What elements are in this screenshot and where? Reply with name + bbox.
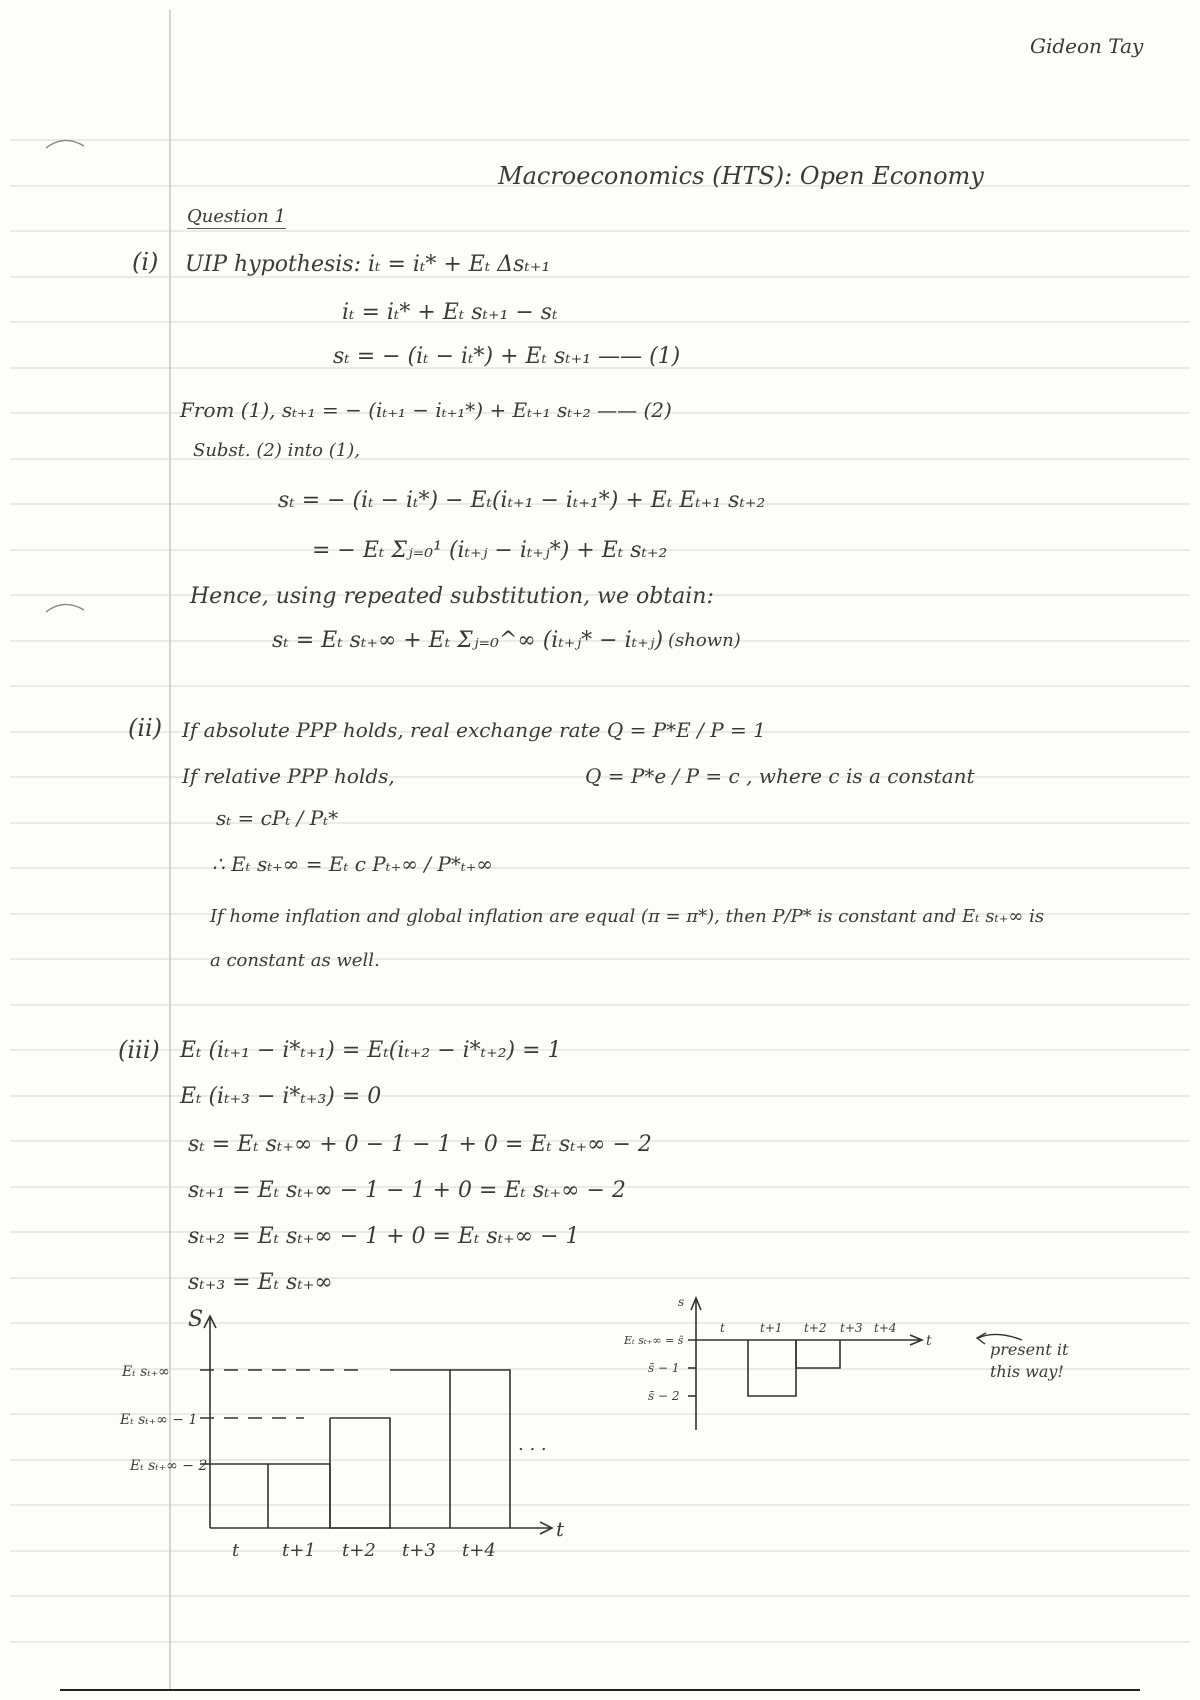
side-note: present it (990, 1340, 1069, 1359)
derivation-line: = − Eₜ Σⱼ₌₀¹ (iₜ₊ⱼ − iₜ₊ⱼ*) + Eₜ sₜ₊₂ (312, 538, 668, 563)
side-note: this way! (990, 1362, 1064, 1381)
derivation-line: Subst. (2) into (1), (193, 440, 360, 461)
ppp-line: If absolute PPP holds, real exchange rate Q = P*E / P = 1 (182, 718, 766, 742)
author-name: Gideon Tay (1030, 34, 1144, 58)
continuation-dots: . . . (518, 1434, 547, 1455)
axis-label-s: S (188, 1307, 204, 1332)
y-tick-label: s̄ − 1 (648, 1361, 680, 1375)
expectation-line: sₜ₊₂ = Eₜ sₜ₊∞ − 1 + 0 = Eₜ sₜ₊∞ − 1 (188, 1224, 580, 1249)
x-tick-label: t+1 (760, 1321, 783, 1335)
y-tick-label: Eₜ sₜ₊∞ − 2 (130, 1458, 208, 1474)
ppp-line: If home inflation and global inflation are equal (π = π*), then P/P* is constant and Eₜ sₜ₊∞ is (210, 906, 1045, 927)
ppp-line: Q = P*e / P = c , where c is a constant (585, 764, 975, 788)
x-tick-label: t+4 (874, 1321, 897, 1335)
derivation-line: sₜ = − (iₜ − iₜ*) − Eₜ(iₜ₊₁ − iₜ₊₁*) + Eₜ Eₜ₊₁ sₜ₊₂ (278, 488, 766, 513)
shown-remark: (shown) (668, 630, 741, 651)
x-tick-label: t+3 (840, 1321, 863, 1335)
ppp-line: a constant as well. (210, 950, 380, 971)
y-tick-label: Eₜ sₜ₊∞ = s̄ (624, 1334, 684, 1347)
y-tick-label: Eₜ sₜ₊∞ (122, 1364, 170, 1380)
ppp-line: sₜ = cPₜ / Pₜ* (216, 806, 339, 830)
page-title: Macroeconomics (HTS): Open Economy (498, 162, 984, 190)
x-tick-label: t (232, 1540, 240, 1561)
x-tick-label: t+3 (402, 1540, 436, 1561)
x-tick-label: t+4 (462, 1540, 496, 1561)
x-tick-label: t (720, 1321, 725, 1335)
derivation-line: iₜ = iₜ* + Eₜ sₜ₊₁ − sₜ (342, 300, 558, 325)
ppp-line: ∴ Eₜ sₜ₊∞ = Eₜ c Pₜ₊∞ / P*ₜ₊∞ (212, 852, 493, 876)
derivation-line: sₜ = Eₜ sₜ₊∞ + Eₜ Σⱼ₌₀^∞ (iₜ₊ⱼ* − iₜ₊ⱼ) (272, 628, 664, 653)
x-tick-label: t+2 (804, 1321, 827, 1335)
part-label: (iii) (118, 1036, 160, 1064)
expectation-line: Eₜ (iₜ₊₁ − i*ₜ₊₁) = Eₜ(iₜ₊₂ − i*ₜ₊₂) = 1 (180, 1038, 562, 1063)
y-tick-label: Eₜ sₜ₊∞ − 1 (120, 1412, 198, 1428)
derivation-line: Hence, using repeated substitution, we obtain: (190, 584, 714, 609)
deviation-graph (620, 1290, 950, 1440)
axis-label-t: t (556, 1517, 565, 1541)
question-heading: Question 1 (187, 206, 286, 227)
y-tick-label: s̄ − 2 (648, 1389, 680, 1403)
expectation-line: sₜ₊₁ = Eₜ sₜ₊∞ − 1 − 1 + 0 = Eₜ sₜ₊∞ − 2 (188, 1178, 626, 1203)
part-label: (ii) (128, 714, 163, 742)
axis-label-s: s (678, 1295, 685, 1309)
derivation-line: sₜ = − (iₜ − iₜ*) + Eₜ sₜ₊₁ —— (1) (333, 344, 681, 369)
expectation-line: sₜ₊₃ = Eₜ sₜ₊∞ (188, 1270, 333, 1295)
derivation-line: From (1), sₜ₊₁ = − (iₜ₊₁ − iₜ₊₁*) + Eₜ₊₁ sₜ₊₂ —— (2) (180, 398, 672, 422)
expectation-line: sₜ = Eₜ sₜ₊∞ + 0 − 1 − 1 + 0 = Eₜ sₜ₊∞ − 2 (188, 1132, 652, 1157)
ppp-line: If relative PPP holds, (182, 764, 395, 788)
x-tick-label: t+1 (282, 1540, 316, 1561)
x-tick-label: t+2 (342, 1540, 376, 1561)
axis-label-t: t (926, 1333, 932, 1349)
part-label: (i) (132, 248, 159, 276)
expectation-line: Eₜ (iₜ₊₃ − i*ₜ₊₃) = 0 (180, 1084, 382, 1109)
derivation-line: UIP hypothesis: iₜ = iₜ* + Eₜ Δsₜ₊₁ (185, 252, 551, 277)
